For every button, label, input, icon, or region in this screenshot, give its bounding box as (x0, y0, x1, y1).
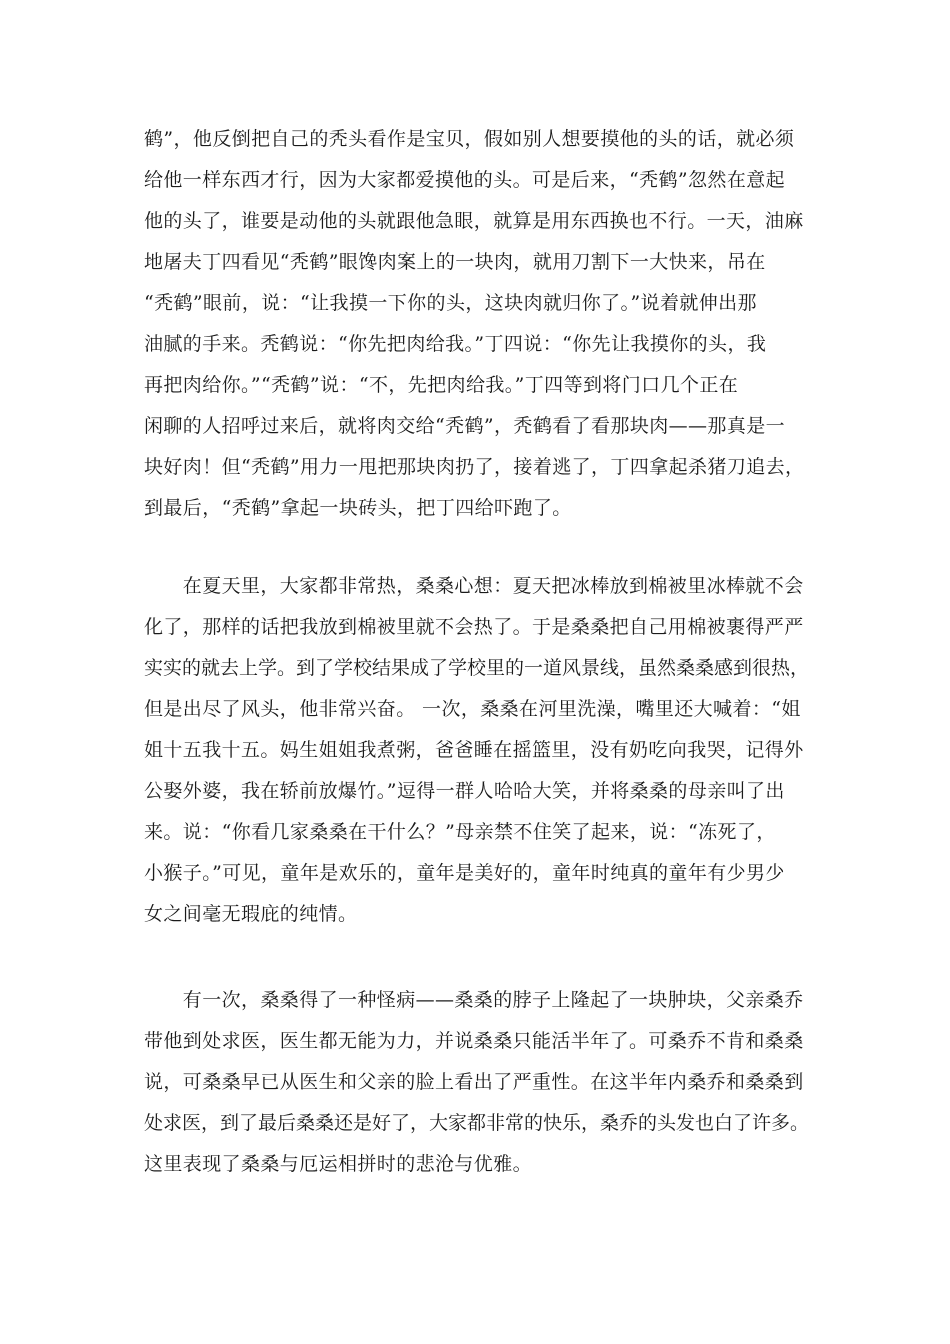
text-line: 再把肉给你。”“秃鹤”说：“不，先把肉给我。”丁四等到将门口几个正在 (144, 374, 739, 396)
text-line: 实实的就去上学。到了学校结果成了学校里的一道风景线，虽然桑桑感到很热， (144, 657, 810, 679)
text-line: 说，可桑桑早已从医生和父亲的脸上看出了严重性。在这半年内桑乔和桑桑到 (144, 1071, 804, 1093)
text-line: 带他到处求医，医生都无能为力，并说桑桑只能活半年了。可桑乔不肯和桑桑 (144, 1030, 804, 1052)
text-line: 公娶外婆，我在轿前放爆竹。”逗得一群人哈哈大笑，并将桑桑的母亲叫了出 (144, 780, 785, 802)
text-line: 油腻的手来。秃鹤说：“你先把肉给我。”丁四说：“你先让我摸你的头，我 (144, 333, 767, 355)
text-line: “秃鹤”眼前，说：“让我摸一下你的头，这块肉就归你了。”说着就伸出那 (144, 292, 757, 314)
text-line: 有一次，桑桑得了一种怪病——桑桑的脖子上隆起了一块肿块，父亲桑乔 (144, 989, 804, 1011)
text-line: 这里表现了桑桑与厄运相拼时的悲沧与优雅。 (144, 1153, 533, 1175)
text-line: 来。说：“你看几家桑桑在干什么？”母亲禁不住笑了起来，说：“冻死了， (144, 821, 776, 843)
text-line: 女之间毫无瑕庇的纯情。 (144, 903, 358, 925)
text-line: 地屠夫丁四看见“秃鹤”眼馋肉案上的一块肉，就用刀割下一大快来，吊在 (144, 251, 766, 273)
text-line: 但是出尽了风头，他非常兴奋。 一次，桑桑在河里洗澡，嘴里还大喊着：“姐 (144, 698, 801, 720)
text-line: 给他一样东西才行，因为大家都爱摸他的头。可是后来，“秃鹤”忽然在意起 (144, 169, 786, 191)
text-line: 处求医，到了最后桑桑还是好了，大家都非常的快乐，桑乔的头发也白了许多。 (144, 1112, 810, 1134)
paragraph-summer-quilt (144, 566, 810, 935)
text-line: 在夏天里，大家都非常热，桑桑心想：夏天把冰棒放到棉被里冰棒就不会 (144, 575, 804, 597)
paragraph-bald-crane (144, 119, 810, 529)
paragraph-illness (144, 980, 810, 1185)
text-line: 姐十五我十五。妈生姐姐我煮粥，爸爸睡在摇篮里，没有奶吃向我哭，记得外 (144, 739, 804, 761)
text-line: 块好肉！但“秃鹤”用力一甩把那块肉扔了，接着逃了，丁四拿起杀猪刀追去， (144, 456, 805, 478)
text-line: 闲聊的人招呼过来后，就将肉交给“秃鹤”，秃鹤看了看那块肉——那真是一 (144, 415, 786, 437)
text-line: 小猴子。”可见，童年是欢乐的，童年是美好的，童年时纯真的童年有少男少 (144, 862, 785, 884)
text-line: 到最后，“秃鹤”拿起一块砖头，把丁四给吓跑了。 (144, 497, 572, 519)
text-line: 鹤”，他反倒把自己的秃头看作是宝贝，假如别人想要摸他的头的话，就必须 (144, 128, 795, 150)
text-line: 化了，那样的话把我放到棉被里就不会热了。于是桑桑把自己用棉被裹得严严 (144, 616, 804, 638)
text-line: 他的头了，谁要是动他的头就跟他急眼，就算是用东西换也不行。一天，油麻 (144, 210, 804, 232)
